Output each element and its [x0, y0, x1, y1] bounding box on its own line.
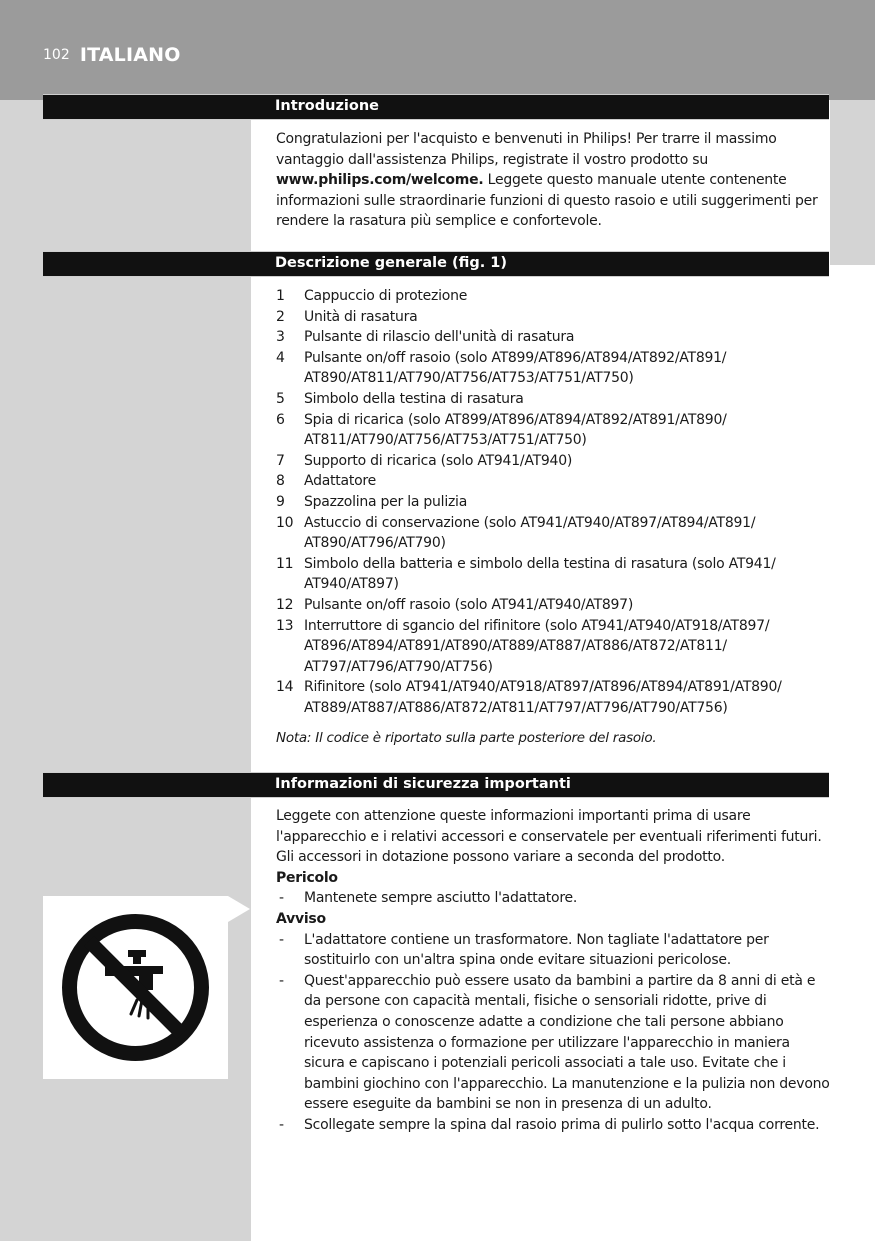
item-number: 1 [276, 288, 285, 304]
list-item [276, 595, 830, 616]
dash-bullet: - [279, 890, 284, 907]
item-text: Spazzolina per la pulizia [304, 493, 468, 510]
website-url: www.philips.com/welcome. [276, 172, 484, 189]
item-text: Rifinitore (solo AT941/AT940/AT918/AT897/AT896/AT894/AT891/AT890/ AT889/AT887/AT886/AT872/AT811/AT797/AT796/AT790/AT756) [304, 679, 782, 716]
safety-intro: Leggete con attenzione queste informazioni importanti prima di usare l'apparecchio e i relativi accessori e conservatele per eventuali riferimenti futuri. Gli accessori in dotazione possono variare a seconda del prodotto. [276, 808, 822, 866]
list-item [276, 348, 830, 389]
list-item [276, 327, 830, 348]
item-text: Spia di ricarica (solo AT899/AT896/AT894/AT892/AT891/AT890/ AT811/AT790/AT756/AT753/AT751/AT750) [304, 411, 727, 449]
list-item [276, 471, 830, 492]
intro-body [276, 129, 830, 232]
item-text: Supporto di ricarica (solo AT941/AT940) [304, 452, 573, 469]
item-text: Cappuccio di protezione [304, 288, 468, 304]
list-item [276, 389, 830, 410]
item-text: Mantenete sempre asciutto l'adattatore. [304, 890, 578, 907]
list-item [276, 1115, 830, 1136]
right-margin-block [830, 100, 875, 265]
list-item [276, 616, 830, 678]
section-title: Introduzione [275, 98, 379, 114]
intro-text-continued: Leggete questo manuale utente contenente informazioni sulle straordinarie funzioni di questo rasoio e utili suggerimenti per rendere la rasatura più semplice e confortevole. [276, 172, 818, 230]
list-item [276, 677, 830, 718]
item-number: 4 [276, 349, 285, 366]
item-text: Quest'apparecchio può essere usato da bambini a partire da 8 anni di età e da persone con capacità mentali, fisiche o sensoriali ridotte, prive di esperienza o conoscenze adatte a condizione che tali persone abbiano ricevuto assistenza o formazione per utilizzare l'apparecchio in maniera sicura e capiscano i potenziali pericoli associati a tale uso. Evitate che i bambini giochino con l'apparecchio. La manutenzione e la pulizia non devono essere eseguite da bambini se non in presenza di un adulto. [304, 972, 830, 1113]
list-item [276, 971, 830, 1115]
pictogram-pointer [228, 896, 250, 922]
section-bar-introduzione [43, 94, 829, 120]
item-number: 8 [276, 473, 285, 490]
model-note: Nota: Il codice è riportato sulla parte posteriore del rasoio. [276, 730, 657, 747]
item-text: Adattatore [304, 473, 376, 490]
danger-heading: Pericolo [276, 869, 338, 886]
item-number: 2 [276, 308, 285, 325]
item-number: 3 [276, 329, 285, 346]
intro-paragraph [276, 129, 830, 232]
list-item [276, 513, 830, 554]
warning-heading: Avviso [276, 910, 326, 927]
danger-list [276, 888, 830, 909]
warning-list [276, 930, 830, 1136]
intro-text: Congratulazioni per l'acquisto e benvenuti in Philips! Per trarre il massimo vantaggio dall'assistenza Philips, registrate il vostro prodotto su [276, 131, 777, 168]
item-number: 10 [276, 514, 294, 531]
section-title: Descrizione generale (fig. 1) [275, 255, 507, 271]
list-item [276, 492, 830, 513]
item-number: 13 [276, 617, 294, 634]
section-title: Informazioni di sicurezza importanti [275, 776, 571, 792]
item-number: 11 [276, 555, 294, 572]
list-item [276, 888, 830, 909]
item-text: Astuccio di conservazione (solo AT941/AT940/AT897/AT894/AT891/ AT890/AT796/AT790) [304, 514, 756, 552]
item-number: 9 [276, 493, 285, 510]
dash-bullet: - [279, 931, 284, 948]
item-number: 5 [276, 390, 285, 407]
list-item [276, 554, 830, 595]
warning-pictogram-box [43, 896, 228, 1079]
item-text: Scollegate sempre la spina dal rasoio prima di pulirlo sotto l'acqua corrente. [304, 1116, 820, 1133]
language-title: ITALIANO [79, 44, 181, 66]
item-text: Simbolo della batteria e simbolo della testina di rasatura (solo AT941/ AT940/AT897) [304, 555, 776, 593]
list-item [276, 410, 830, 451]
item-text: Unità di rasatura [304, 308, 418, 325]
section-bar-sicurezza [43, 772, 829, 798]
dash-bullet: - [279, 1116, 284, 1133]
parts-list [276, 286, 830, 718]
list-item [276, 307, 830, 328]
item-text: Pulsante on/off rasoio (solo AT899/AT896/AT894/AT892/AT891/ AT890/AT811/AT790/AT756/AT753/AT751/AT750) [304, 349, 727, 387]
page-number: 102 [43, 47, 70, 63]
section-bar-descrizione-generale [43, 251, 829, 277]
safety-body [276, 806, 830, 1136]
item-text: Interruttore di sgancio del rifinitore (solo AT941/AT940/AT918/AT897/ AT896/AT894/AT891/AT890/AT889/AT887/AT886/AT872/AT811/ AT797/AT796/AT790/AT756) [304, 617, 770, 675]
item-text: L'adattatore contiene un trasformatore. Non tagliate l'adattatore per sostituirlo con un'altra spina onde evitare situazioni pericolose. [304, 931, 769, 969]
overview-body [276, 286, 830, 749]
dash-bullet: - [279, 972, 284, 989]
item-number: 12 [276, 596, 294, 613]
page-header [43, 44, 181, 66]
item-text: Simbolo della testina di rasatura [304, 390, 524, 407]
list-item [276, 930, 830, 971]
list-item [276, 451, 830, 472]
no-water-icon [43, 896, 228, 1079]
item-text: Pulsante on/off rasoio (solo AT941/AT940/AT897) [304, 596, 634, 613]
item-number: 6 [276, 411, 285, 428]
item-number: 7 [276, 452, 285, 469]
item-text: Pulsante di rilascio dell'unità di rasatura [304, 329, 575, 346]
item-number: 14 [276, 679, 294, 696]
list-item [276, 286, 830, 307]
